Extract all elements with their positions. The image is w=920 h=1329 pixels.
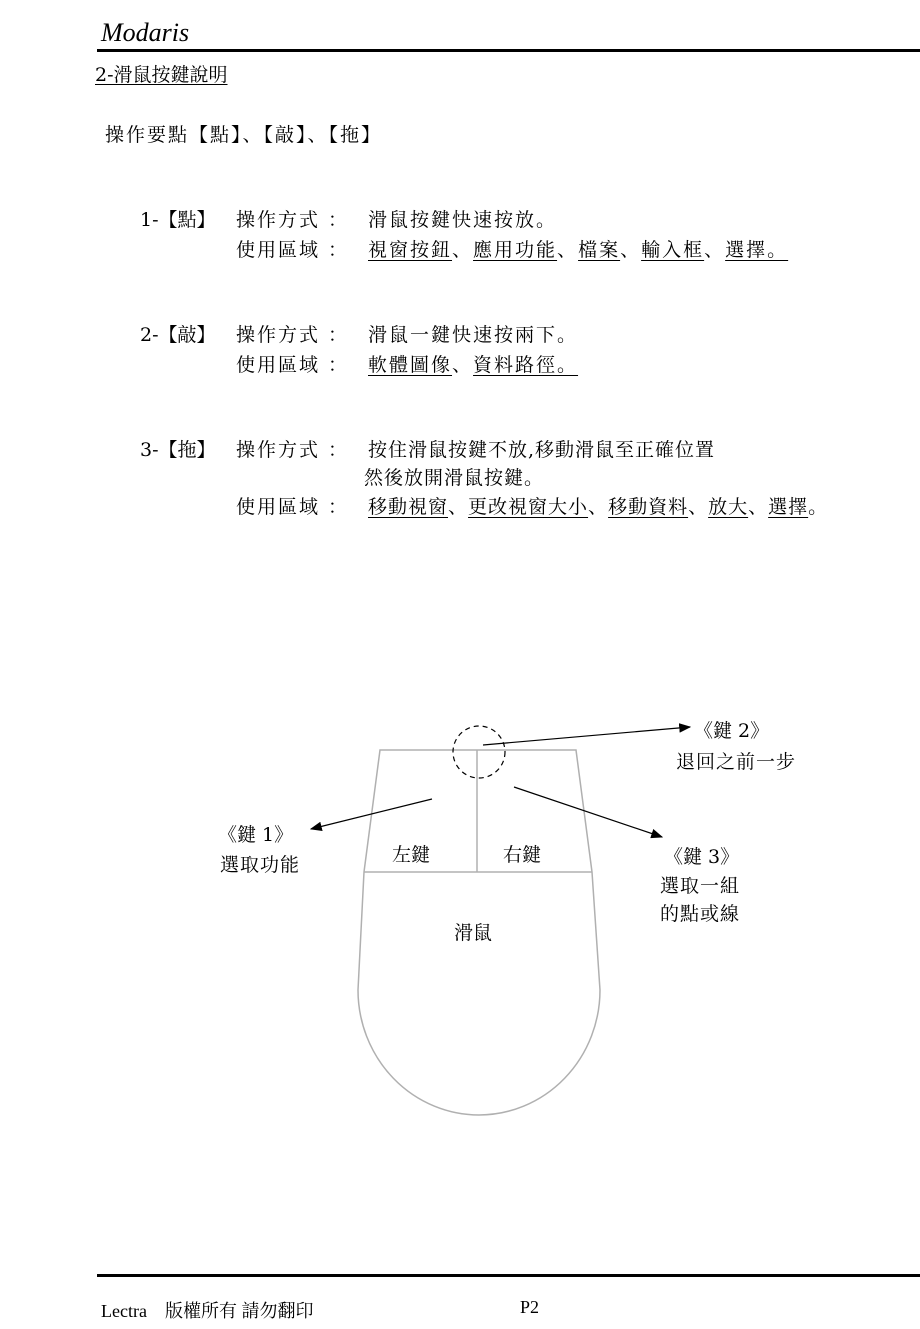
arrow-key-3 [514, 787, 662, 837]
middle-button-highlight [453, 726, 505, 778]
area-term: 移動資料 [608, 496, 689, 518]
item-1-label: 1-【點】 [140, 209, 216, 231]
item-3-method-line-2: 然後放開滑鼠按鍵。 [364, 467, 545, 489]
right-key-label: 右鍵 [503, 844, 542, 866]
item-1-area-label: 使用區域 ： [236, 239, 350, 261]
key-3-title: 《鍵 3》 [664, 846, 740, 868]
footer-copyright: Lectra 版權所有 請勿翻印 [101, 1301, 314, 1321]
area-term: 輸入框 [641, 239, 705, 261]
area-term: 選擇。 [725, 239, 789, 261]
item-2-method-label: 操作方式 ： [236, 324, 350, 346]
key-1-desc: 選取功能 [220, 854, 301, 876]
area-separator: 、 [688, 496, 709, 518]
section-title: 2-滑鼠按鍵說明 [95, 64, 228, 86]
area-term: 軟體圖像 [368, 354, 453, 376]
item-3-area-label: 使用區域 ： [236, 496, 350, 518]
area-term: 放大 [708, 496, 749, 518]
key-2-desc: 退回之前一步 [676, 751, 797, 773]
area-term: 視窗按鈕 [368, 239, 453, 261]
area-term: 選擇 [768, 496, 809, 518]
page-number: P2 [520, 1297, 540, 1317]
item-2-label: 2-【敲】 [140, 324, 216, 346]
area-separator: 、 [452, 354, 474, 376]
area-term: 資料路徑。 [473, 354, 579, 376]
item-2-area-label: 使用區域 ： [236, 354, 350, 376]
arrow-key-1 [311, 799, 432, 829]
area-term: 應用功能 [473, 239, 558, 261]
key-1-title: 《鍵 1》 [218, 824, 294, 846]
arrow-key-2 [483, 727, 690, 745]
key-3-desc-1: 選取一組 [660, 875, 741, 897]
item-3-label: 3-【拖】 [140, 439, 216, 461]
area-term: 移動視窗 [368, 496, 449, 518]
item-3-method-line-1: 按住滑鼠按鍵不放,移動滑鼠至正確位置 [368, 439, 716, 461]
area-separator: 、 [448, 496, 469, 518]
item-3-method-label: 操作方式 ： [236, 439, 350, 461]
item-1-method-label: 操作方式 ： [236, 209, 350, 231]
item-2-method-text: 滑鼠一鍵快速按兩下。 [368, 324, 579, 346]
footer-rule [97, 1274, 920, 1277]
intro-heading: 操作要點【點】、【敲】、【拖】 [105, 124, 383, 146]
area-term: 檔案 [578, 239, 621, 261]
area-separator: 、 [620, 239, 642, 261]
mouse-label: 滑鼠 [454, 922, 493, 944]
area-separator: 、 [557, 239, 579, 261]
left-key-label: 左鍵 [392, 844, 431, 866]
key-2-title: 《鍵 2》 [694, 720, 770, 742]
area-separator: 、 [704, 239, 726, 261]
area-separator: 、 [588, 496, 609, 518]
brand-title: Modaris [101, 18, 190, 47]
area-separator: 、 [452, 239, 474, 261]
area-separator: 、 [748, 496, 769, 518]
item-1-method-text: 滑鼠按鍵快速按放。 [368, 209, 558, 231]
area-trail: 。 [808, 496, 829, 518]
area-term: 更改視窗大小 [468, 496, 589, 518]
key-3-desc-2: 的點或線 [660, 903, 741, 925]
